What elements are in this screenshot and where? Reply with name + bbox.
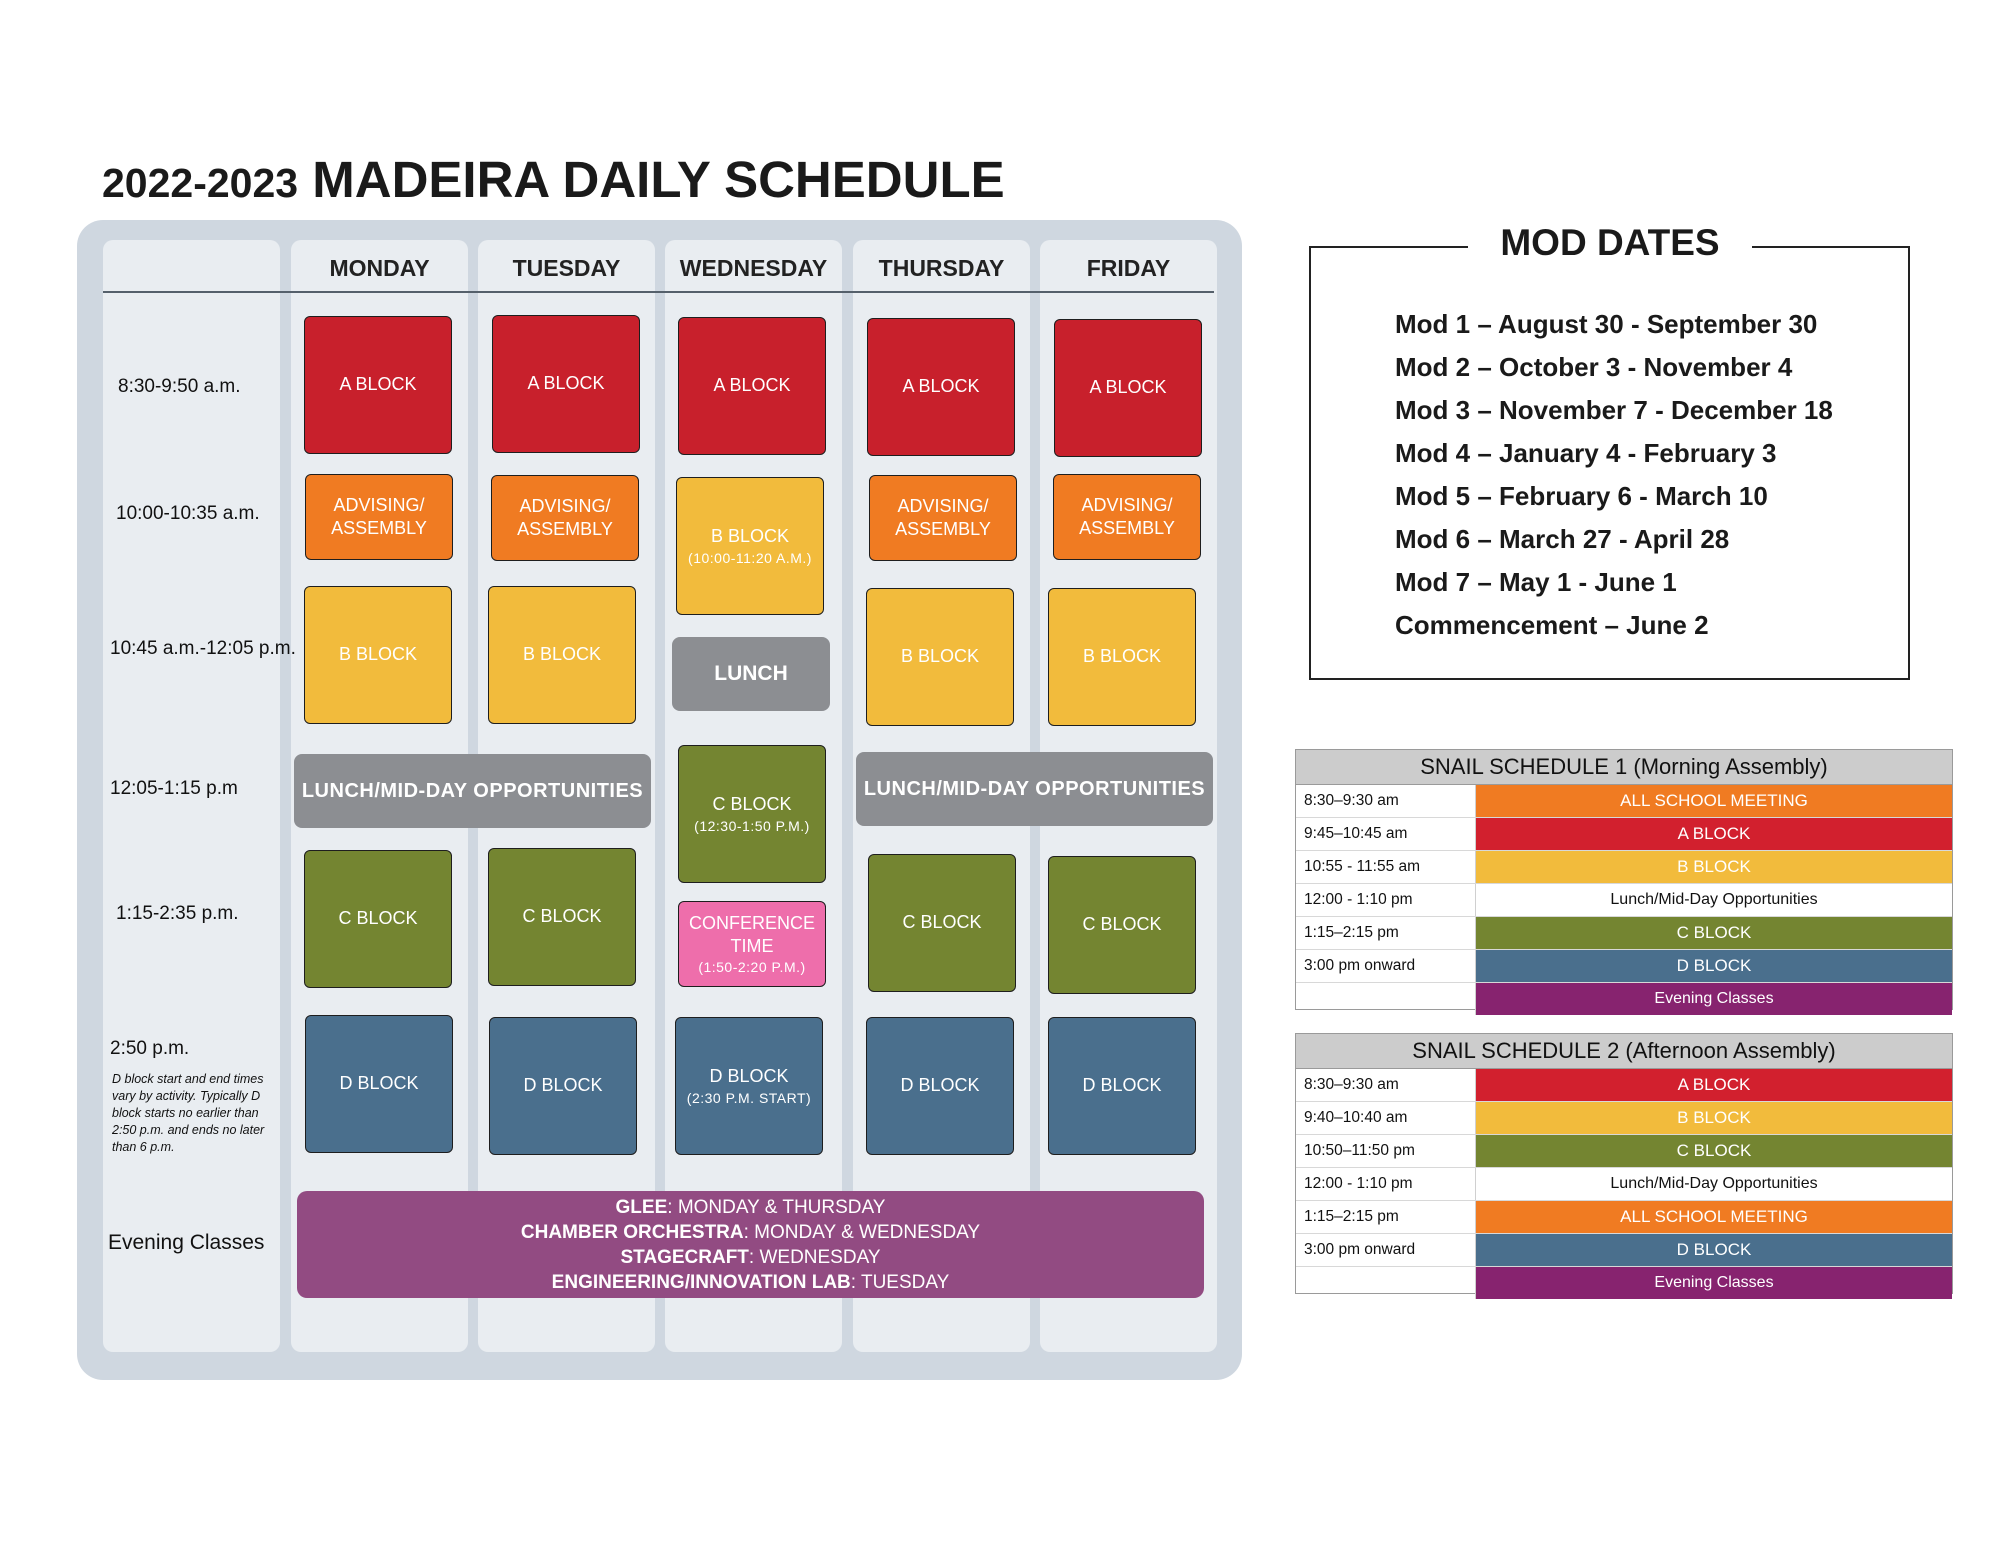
thursday-b-block bbox=[866, 588, 1014, 726]
block-label: B BLOCK bbox=[522, 644, 602, 665]
thursday-d-block bbox=[866, 1017, 1014, 1155]
snail-schedule-1 bbox=[1295, 749, 1953, 1010]
block-label: ADVISING/ bbox=[1081, 494, 1173, 515]
snail-time: 12:00 - 1:10 pm bbox=[1296, 884, 1476, 916]
time-label-c: 1:15-2:35 p.m. bbox=[116, 903, 239, 924]
block-label: ADVISING/ bbox=[897, 495, 989, 516]
table-row bbox=[1296, 1201, 1952, 1234]
block-label: A BLOCK bbox=[902, 376, 980, 397]
block-label: A BLOCK bbox=[527, 373, 605, 394]
title-year: 2022-2023 bbox=[102, 160, 299, 206]
table-row bbox=[1296, 1267, 1952, 1299]
mod-date-item: Mod 3 – November 7 - December 18 bbox=[1395, 395, 1833, 425]
page-title bbox=[102, 150, 1005, 209]
monday-a-block bbox=[304, 316, 452, 454]
monday-d-block bbox=[305, 1015, 453, 1153]
thursday-c-block bbox=[868, 854, 1016, 992]
block-label: ASSEMBLY bbox=[1079, 518, 1175, 538]
evening-class-engineering: ENGINEERING/INNOVATION LAB: TUESDAY bbox=[551, 1271, 950, 1293]
tuesday-b-block bbox=[488, 586, 636, 724]
table-row bbox=[1296, 1102, 1952, 1135]
table-row bbox=[1296, 983, 1952, 1015]
thursday-a-block bbox=[867, 318, 1015, 456]
mod-date-item: Mod 1 – August 30 - September 30 bbox=[1395, 309, 1818, 339]
block-label: B BLOCK bbox=[900, 646, 980, 667]
block-label: B BLOCK bbox=[1082, 646, 1162, 667]
friday-advising-block bbox=[1053, 474, 1201, 560]
snail-time: 3:00 pm onward bbox=[1296, 1234, 1476, 1266]
time-label-d: 2:50 p.m. bbox=[110, 1038, 190, 1059]
table-row bbox=[1296, 1135, 1952, 1168]
block-label: ADVISING/ bbox=[519, 495, 611, 516]
evening-classes-bar bbox=[297, 1191, 1204, 1298]
block-time: (10:00-11:20 A.M.) bbox=[688, 549, 812, 566]
snail-time: 8:30–9:30 am bbox=[1296, 1069, 1476, 1101]
mod-dates-title: MOD DATES bbox=[1468, 217, 1752, 269]
time-label-advising: 10:00-10:35 a.m. bbox=[116, 503, 260, 524]
snail-time bbox=[1296, 1267, 1476, 1299]
snail-activity: Lunch/Mid-Day Opportunities bbox=[1476, 884, 1952, 916]
table-row bbox=[1296, 1234, 1952, 1267]
mod-date-item: Mod 7 – May 1 - June 1 bbox=[1395, 567, 1677, 597]
snail-time: 9:45–10:45 am bbox=[1296, 818, 1476, 850]
evening-class-glee: GLEE: MONDAY & THURSDAY bbox=[615, 1196, 886, 1218]
wednesday-a-block bbox=[678, 317, 826, 455]
monday-c-block bbox=[304, 850, 452, 988]
mod-date-item: Mod 4 – January 4 - February 3 bbox=[1395, 438, 1777, 468]
table-row bbox=[1296, 917, 1952, 950]
block-label: D BLOCK bbox=[709, 1066, 789, 1087]
day-header-monday: MONDAY bbox=[329, 255, 430, 281]
wednesday-b-block bbox=[676, 477, 824, 615]
snail-time: 8:30–9:30 am bbox=[1296, 785, 1476, 817]
thursday-advising-block bbox=[869, 475, 1017, 561]
block-label: C BLOCK bbox=[1082, 914, 1162, 935]
wednesday-d-block bbox=[675, 1017, 823, 1155]
block-label: B BLOCK bbox=[338, 644, 418, 665]
block-label: A BLOCK bbox=[713, 375, 791, 396]
block-label: ASSEMBLY bbox=[517, 519, 613, 539]
mod-date-item: Mod 6 – March 27 - April 28 bbox=[1395, 524, 1730, 554]
block-label: D BLOCK bbox=[900, 1075, 980, 1096]
mod-date-item: Mod 2 – October 3 - November 4 bbox=[1395, 352, 1793, 382]
snail-time: 3:00 pm onward bbox=[1296, 950, 1476, 982]
block-time: (1:50-2:20 P.M.) bbox=[698, 959, 806, 976]
block-label: ASSEMBLY bbox=[331, 518, 427, 538]
block-label: C BLOCK bbox=[712, 794, 792, 815]
snail-activity: Lunch/Mid-Day Opportunities bbox=[1476, 1168, 1952, 1200]
block-label: A BLOCK bbox=[339, 374, 417, 395]
snail-activity: Evening Classes bbox=[1476, 1267, 1952, 1299]
tuesday-d-block bbox=[489, 1017, 637, 1155]
table-row bbox=[1296, 950, 1952, 983]
snail-activity: Evening Classes bbox=[1476, 983, 1952, 1015]
snail-activity: A BLOCK bbox=[1476, 818, 1952, 850]
mod-date-item: Mod 5 – February 6 - March 10 bbox=[1395, 481, 1768, 511]
monday-b-block bbox=[304, 586, 452, 724]
tuesday-a-block bbox=[492, 315, 640, 453]
tuesday-advising-block bbox=[491, 475, 639, 561]
friday-a-block bbox=[1054, 319, 1202, 457]
wednesday-lunch-block: LUNCH bbox=[672, 637, 830, 711]
monday-advising-block bbox=[305, 474, 453, 560]
table-row bbox=[1296, 1168, 1952, 1201]
snail-activity: ALL SCHOOL MEETING bbox=[1476, 785, 1952, 817]
snail-activity: D BLOCK bbox=[1476, 950, 1952, 982]
snail-activity: D BLOCK bbox=[1476, 1234, 1952, 1266]
block-label: D BLOCK bbox=[1082, 1075, 1162, 1096]
block-label: D BLOCK bbox=[339, 1073, 419, 1094]
snail-activity: C BLOCK bbox=[1476, 1135, 1952, 1167]
day-header-thursday: THURSDAY bbox=[878, 255, 1005, 281]
mod-date-item: Commencement – June 2 bbox=[1395, 610, 1709, 640]
snail-schedule-2 bbox=[1295, 1033, 1953, 1294]
lunch-mid-day-bar-thu-fri: LUNCH/MID-DAY OPPORTUNITIES bbox=[856, 752, 1213, 826]
evening-class-chamber-orchestra: CHAMBER ORCHESTRA: MONDAY & WEDNESDAY bbox=[520, 1221, 981, 1243]
snail-time: 1:15–2:15 pm bbox=[1296, 1201, 1476, 1233]
day-header-friday: FRIDAY bbox=[1086, 255, 1171, 281]
block-label: ASSEMBLY bbox=[895, 519, 991, 539]
snail-activity: B BLOCK bbox=[1476, 851, 1952, 883]
table-row bbox=[1296, 1069, 1952, 1102]
table-row bbox=[1296, 818, 1952, 851]
day-header-tuesday: TUESDAY bbox=[512, 255, 621, 281]
time-label-b: 10:45 a.m.-12:05 p.m. bbox=[110, 638, 296, 659]
table-row bbox=[1296, 785, 1952, 818]
friday-c-block bbox=[1048, 856, 1196, 994]
lunch-mid-day-bar-mon-tue: LUNCH/MID-DAY OPPORTUNITIES bbox=[294, 754, 651, 828]
friday-b-block bbox=[1048, 588, 1196, 726]
block-label: A BLOCK bbox=[1089, 377, 1167, 398]
time-label-evening: Evening Classes bbox=[108, 1231, 265, 1254]
block-label: B BLOCK bbox=[710, 526, 790, 547]
block-time: (12:30-1:50 P.M.) bbox=[694, 817, 810, 834]
snail-time: 1:15–2:15 pm bbox=[1296, 917, 1476, 949]
evening-class-stagecraft: STAGECRAFT: WEDNESDAY bbox=[620, 1246, 881, 1268]
block-label: D BLOCK bbox=[523, 1075, 603, 1096]
snail-time: 12:00 - 1:10 pm bbox=[1296, 1168, 1476, 1200]
block-label: ADVISING/ bbox=[333, 494, 425, 515]
block-label: C BLOCK bbox=[522, 906, 602, 927]
snail-schedule-2-title: SNAIL SCHEDULE 2 (Afternoon Assembly) bbox=[1296, 1034, 1952, 1069]
snail-activity: B BLOCK bbox=[1476, 1102, 1952, 1134]
friday-d-block bbox=[1048, 1017, 1196, 1155]
tuesday-c-block bbox=[488, 848, 636, 986]
table-row bbox=[1296, 851, 1952, 884]
wednesday-conference-block bbox=[678, 901, 826, 987]
title-name: MADEIRA DAILY SCHEDULE bbox=[312, 151, 1005, 208]
block-label: CONFERENCE bbox=[688, 912, 815, 933]
time-label-a: 8:30-9:50 a.m. bbox=[118, 376, 241, 397]
block-label: TIME bbox=[730, 935, 774, 956]
wednesday-c-block bbox=[678, 745, 826, 883]
d-block-note: D block start and end times vary by activity. Typically D block starts no earlier than 2:50 p.m. and ends no later than 6 p.m. bbox=[112, 1072, 265, 1154]
snail-activity: C BLOCK bbox=[1476, 917, 1952, 949]
snail-time bbox=[1296, 983, 1476, 1015]
header-divider bbox=[103, 291, 1214, 293]
snail-time: 10:50–11:50 pm bbox=[1296, 1135, 1476, 1167]
block-time: (2:30 P.M. START) bbox=[686, 1089, 812, 1106]
mod-dates-list bbox=[1395, 303, 1833, 647]
snail-time: 10:55 - 11:55 am bbox=[1296, 851, 1476, 883]
block-label: C BLOCK bbox=[338, 908, 418, 929]
day-header-wednesday: WEDNESDAY bbox=[679, 255, 828, 281]
snail-time: 9:40–10:40 am bbox=[1296, 1102, 1476, 1134]
table-row bbox=[1296, 884, 1952, 917]
snail-activity: ALL SCHOOL MEETING bbox=[1476, 1201, 1952, 1233]
snail-activity: A BLOCK bbox=[1476, 1069, 1952, 1101]
snail-schedule-1-title: SNAIL SCHEDULE 1 (Morning Assembly) bbox=[1296, 750, 1952, 785]
block-label: C BLOCK bbox=[902, 912, 982, 933]
time-label-lunch: 12:05-1:15 p.m bbox=[110, 778, 238, 799]
